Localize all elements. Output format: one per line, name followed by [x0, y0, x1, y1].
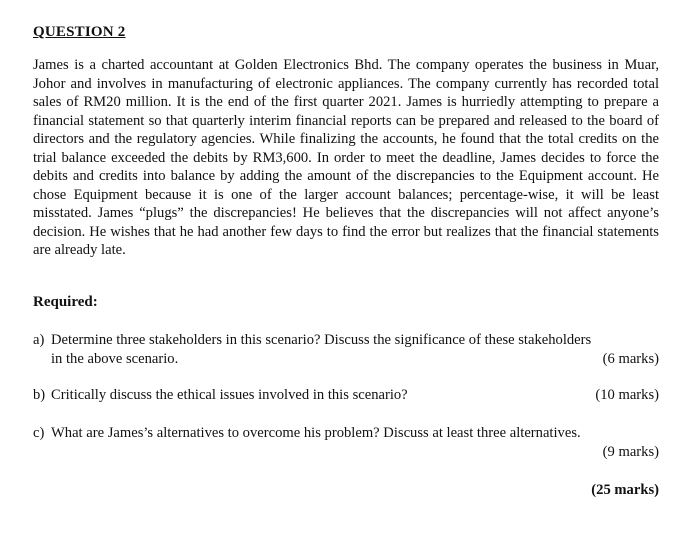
total-marks: (25 marks)	[591, 482, 659, 498]
question-heading: QUESTION 2	[33, 24, 126, 40]
question-a-letter: a)	[33, 332, 45, 348]
question-b-marks: (10 marks)	[595, 387, 659, 403]
question-a-marks: (6 marks)	[602, 351, 659, 367]
question-a-text-line2: in the above scenario.	[51, 351, 179, 367]
question-c-marks: (9 marks)	[602, 444, 659, 460]
question-c-letter: c)	[33, 425, 45, 441]
required-label: Required:	[33, 294, 98, 310]
question-a-text-line1: Determine three stakeholders in this scenario? Discuss the significance of these stakeholders	[51, 332, 592, 348]
question-b-letter: b)	[33, 387, 46, 403]
question-b	[33, 386, 659, 405]
scenario-paragraph: James is a charted accountant at Golden Electronics Bhd. The company operates the business in Muar, Johor and involves in manufacturing of electronic appliances. The company currently has recorded total sales of RM20 million. It is the end of the first quarter 2021. James is hurriedly attempting to prepare a financial statement so that quarterly interim financial reports can be prepared and released to the board of directors and the regulatory agencies. While finalizing the accounts, he found that the total credits on the trial balance exceeded the debits by RM3,600. In order to meet the deadline, James decides to force the debits and credits into balance by adding the amount of the discrepancies to the Equipment account. He chose Equipment because it is one of the larger account balances; percentage-wise, it will be least misstated. James “plugs” the discrepancies! He believes that the discrepancies will not affect anyone’s decision. He wishes that he had another few days to find the error but realizes that the financial statements are already late.	[33, 57, 659, 258]
question-a	[33, 331, 659, 369]
question-c-text: What are James’s alternatives to overcome his problem? Discuss at least three alternatives.	[51, 425, 581, 441]
question-b-text: Critically discuss the ethical issues involved in this scenario?	[51, 387, 408, 403]
question-c	[33, 424, 659, 462]
